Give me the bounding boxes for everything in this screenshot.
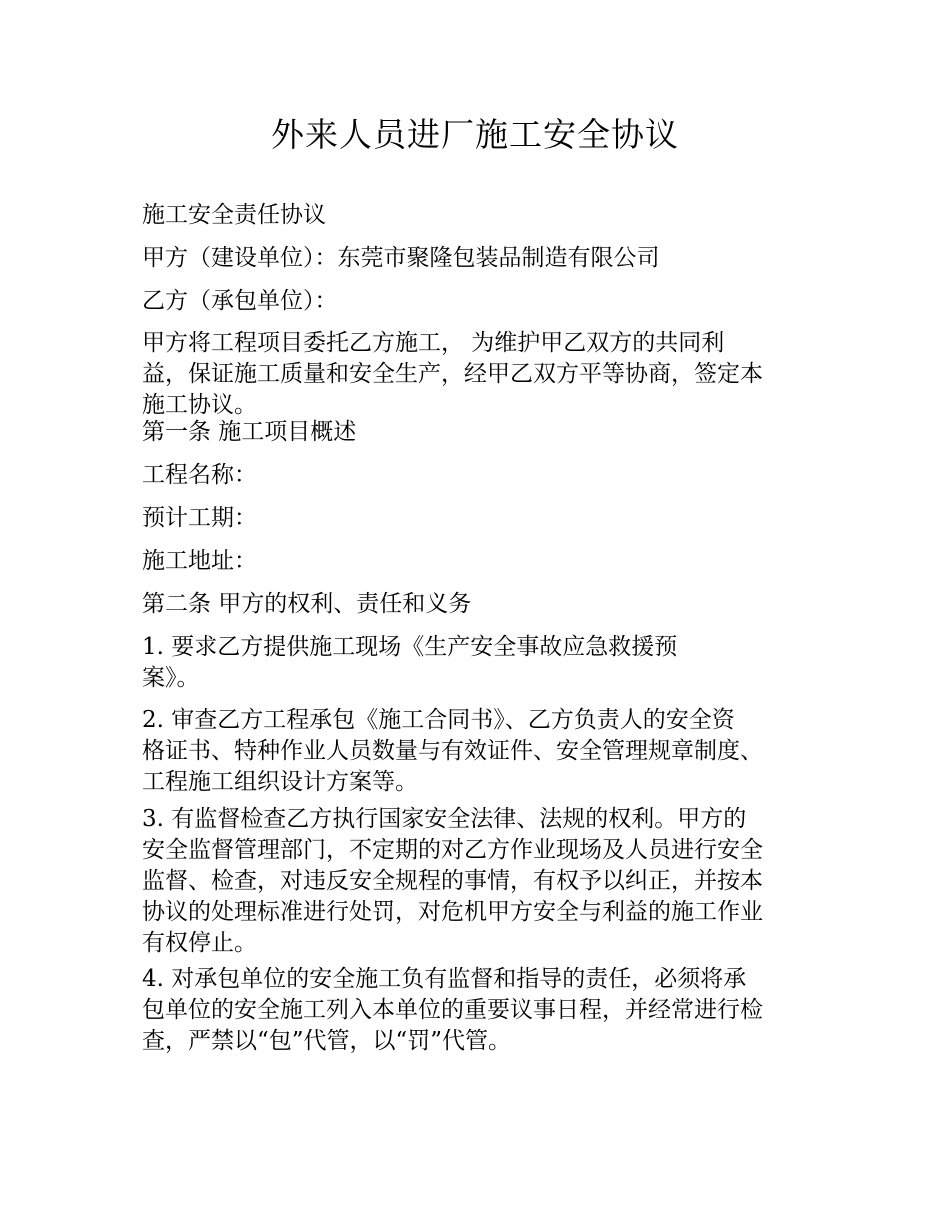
article2-heading: 第二条 甲方的权利、责任和义务 — [142, 591, 472, 617]
article2-item-1 — [142, 632, 822, 694]
article1-heading: 第一条 施工项目概述 — [142, 419, 357, 445]
item3-line-1: 3. 有监督检查乙方执行国家安全法律、法规的权利。甲方的 — [142, 806, 747, 832]
duration-line: 预计工期： — [142, 505, 257, 531]
article2-item-4 — [142, 964, 822, 1057]
document-title: 外来人员进厂施工安全协议 — [271, 115, 679, 154]
item2-line-3: 工程施工组织设计方案等。 — [142, 769, 418, 795]
item4-line-3: 查，严禁以“包”代管，以“罚”代管。 — [142, 1028, 512, 1054]
item2-line-1: 2. 审查乙方工程承包《施工合同书》、乙方负责人的安全资 — [142, 707, 735, 733]
item3-line-3: 监督、检查，对违反安全规程的事情，有权予以纠正，并按本 — [142, 868, 763, 894]
party-a-line: 甲方（建设单位）：东莞市聚隆包装品制造有限公司 — [142, 245, 660, 271]
address-line: 施工地址： — [142, 548, 257, 574]
intro-paragraph — [142, 328, 822, 421]
intro-line-2: 益，保证施工质量和安全生产，经甲乙双方平等协商，签定本 — [142, 361, 763, 387]
article2-item-2 — [142, 705, 822, 798]
item1-line-2: 案》。 — [142, 665, 200, 691]
agreement-subtitle: 施工安全责任协议 — [142, 202, 326, 228]
item3-line-4: 协议的处理标准进行处罚，对危机甲方安全与利益的施工作业 — [142, 899, 763, 925]
item1-line-1: 1. 要求乙方提供施工现场《生产安全事故应急救援预 — [142, 634, 678, 660]
party-b-line: 乙方（承包单位）： — [142, 288, 338, 314]
intro-line-1: 甲方将工程项目委托乙方施工， 为维护甲乙双方的共同利 — [142, 330, 725, 356]
item4-line-2: 包单位的安全施工列入本单位的重要议事日程，并经常进行检 — [142, 997, 763, 1023]
item2-line-2: 格证书、特种作业人员数量与有效证件、安全管理规章制度、 — [142, 738, 763, 764]
item3-line-5: 有权停止。 — [142, 930, 257, 956]
intro-line-3: 施工协议。 — [142, 392, 257, 418]
item4-line-1: 4. 对承包单位的安全施工负有监督和指导的责任，必须将承 — [142, 966, 747, 992]
article2-item-3 — [142, 804, 822, 959]
item3-line-2: 安全监督管理部门，不定期的对乙方作业现场及人员进行安全 — [142, 837, 763, 863]
project-name-line: 工程名称： — [142, 462, 257, 488]
